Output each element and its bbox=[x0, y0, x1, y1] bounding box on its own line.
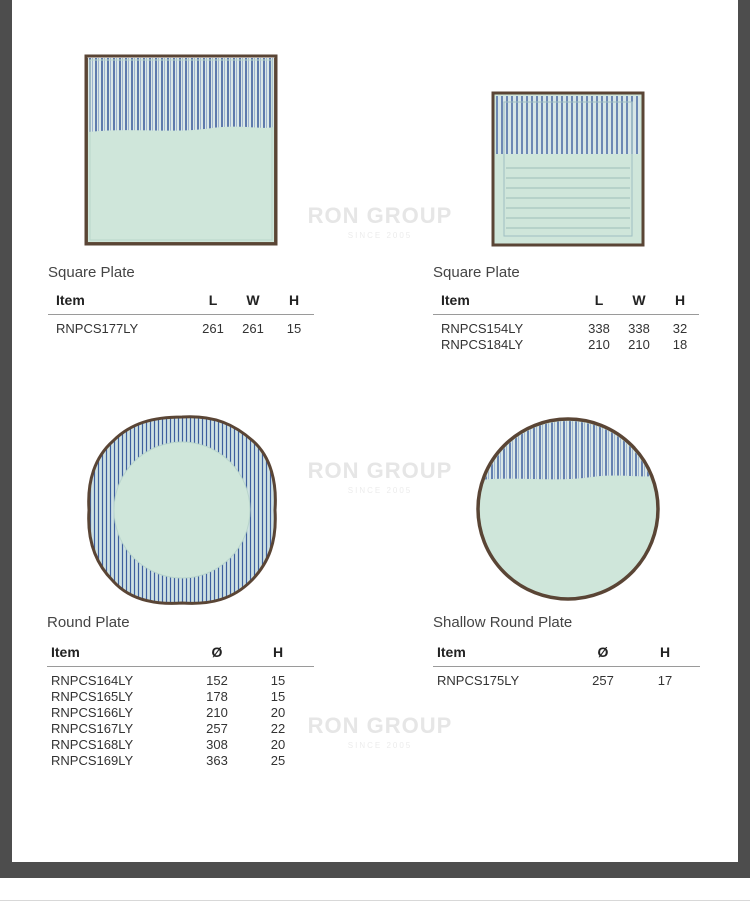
watermark-brand: RON GROUP bbox=[307, 203, 453, 228]
page-frame-bottom bbox=[0, 862, 750, 878]
diameter-value: 210 bbox=[206, 705, 228, 720]
item-code: RNPCS167LY bbox=[51, 721, 134, 736]
diameter-value: 257 bbox=[592, 673, 614, 688]
height-value: 15 bbox=[270, 673, 286, 688]
shallow-round-plate-image bbox=[472, 413, 664, 605]
length-value: 210 bbox=[588, 337, 610, 352]
page-frame-left bbox=[0, 0, 12, 862]
product-title: Square Plate bbox=[433, 264, 520, 281]
footer-divider bbox=[0, 900, 750, 901]
watermark-sub: SINCE 2005 bbox=[347, 231, 413, 240]
product-title: Square Plate bbox=[48, 264, 135, 281]
height-value: 15 bbox=[270, 689, 286, 704]
spec-table bbox=[48, 292, 314, 336]
diameter-value: 308 bbox=[206, 737, 228, 752]
column-header: L bbox=[208, 292, 218, 308]
page-frame-right bbox=[738, 0, 750, 862]
column-header: W bbox=[632, 292, 646, 308]
height-value: 32 bbox=[672, 321, 688, 336]
item-code: RNPCS169LY bbox=[51, 753, 134, 768]
height-value: 20 bbox=[270, 737, 286, 752]
height-value: 17 bbox=[657, 673, 673, 688]
diameter-value: 152 bbox=[206, 673, 228, 688]
height-value: 25 bbox=[270, 753, 286, 768]
watermark-brand: RON GROUP bbox=[307, 458, 453, 483]
column-header: Ø bbox=[211, 644, 223, 660]
watermark bbox=[280, 458, 480, 495]
column-header: L bbox=[594, 292, 604, 308]
column-header: Item bbox=[437, 644, 466, 660]
product-title: Shallow Round Plate bbox=[433, 614, 573, 631]
length-value: 261 bbox=[202, 321, 224, 336]
height-value: 15 bbox=[286, 321, 302, 336]
item-code: RNPCS165LY bbox=[51, 689, 134, 704]
watermark-sub: SINCE 2005 bbox=[347, 486, 413, 495]
item-code: RNPCS164LY bbox=[51, 673, 134, 688]
height-value: 18 bbox=[672, 337, 688, 352]
diameter-value: 257 bbox=[206, 721, 228, 736]
column-header: H bbox=[288, 292, 300, 308]
item-code: RNPCS168LY bbox=[51, 737, 134, 752]
width-value: 210 bbox=[628, 337, 650, 352]
watermark-brand: RON GROUP bbox=[307, 713, 453, 738]
spec-table bbox=[433, 292, 699, 352]
width-value: 261 bbox=[242, 321, 264, 336]
column-header: Item bbox=[441, 292, 470, 308]
column-header: Ø bbox=[597, 644, 609, 660]
item-code: RNPCS175LY bbox=[437, 673, 520, 688]
item-code: RNPCS177LY bbox=[56, 321, 139, 336]
spec-table bbox=[47, 644, 314, 774]
table-divider bbox=[47, 666, 314, 667]
column-header: Item bbox=[56, 292, 85, 308]
watermark-sub: SINCE 2005 bbox=[347, 741, 413, 750]
item-code: RNPCS166LY bbox=[51, 705, 134, 720]
watermark bbox=[280, 203, 480, 240]
square-plate-177-image bbox=[82, 52, 282, 248]
column-header: H bbox=[659, 644, 671, 660]
square-plate-154-image bbox=[490, 90, 645, 248]
width-value: 338 bbox=[628, 321, 650, 336]
table-divider bbox=[433, 314, 699, 315]
product-title: Round Plate bbox=[47, 614, 130, 631]
diameter-value: 178 bbox=[206, 689, 228, 704]
column-header: H bbox=[674, 292, 686, 308]
height-value: 20 bbox=[270, 705, 286, 720]
column-header: H bbox=[272, 644, 284, 660]
diameter-value: 363 bbox=[206, 753, 228, 768]
table-divider bbox=[48, 314, 314, 315]
table-divider bbox=[433, 666, 700, 667]
spec-table bbox=[433, 644, 700, 694]
round-plate-image bbox=[85, 413, 279, 607]
column-header: Item bbox=[51, 644, 80, 660]
height-value: 22 bbox=[270, 721, 286, 736]
column-header: W bbox=[246, 292, 260, 308]
length-value: 338 bbox=[588, 321, 610, 336]
item-code: RNPCS184LY bbox=[441, 337, 524, 352]
item-code: RNPCS154LY bbox=[441, 321, 524, 336]
